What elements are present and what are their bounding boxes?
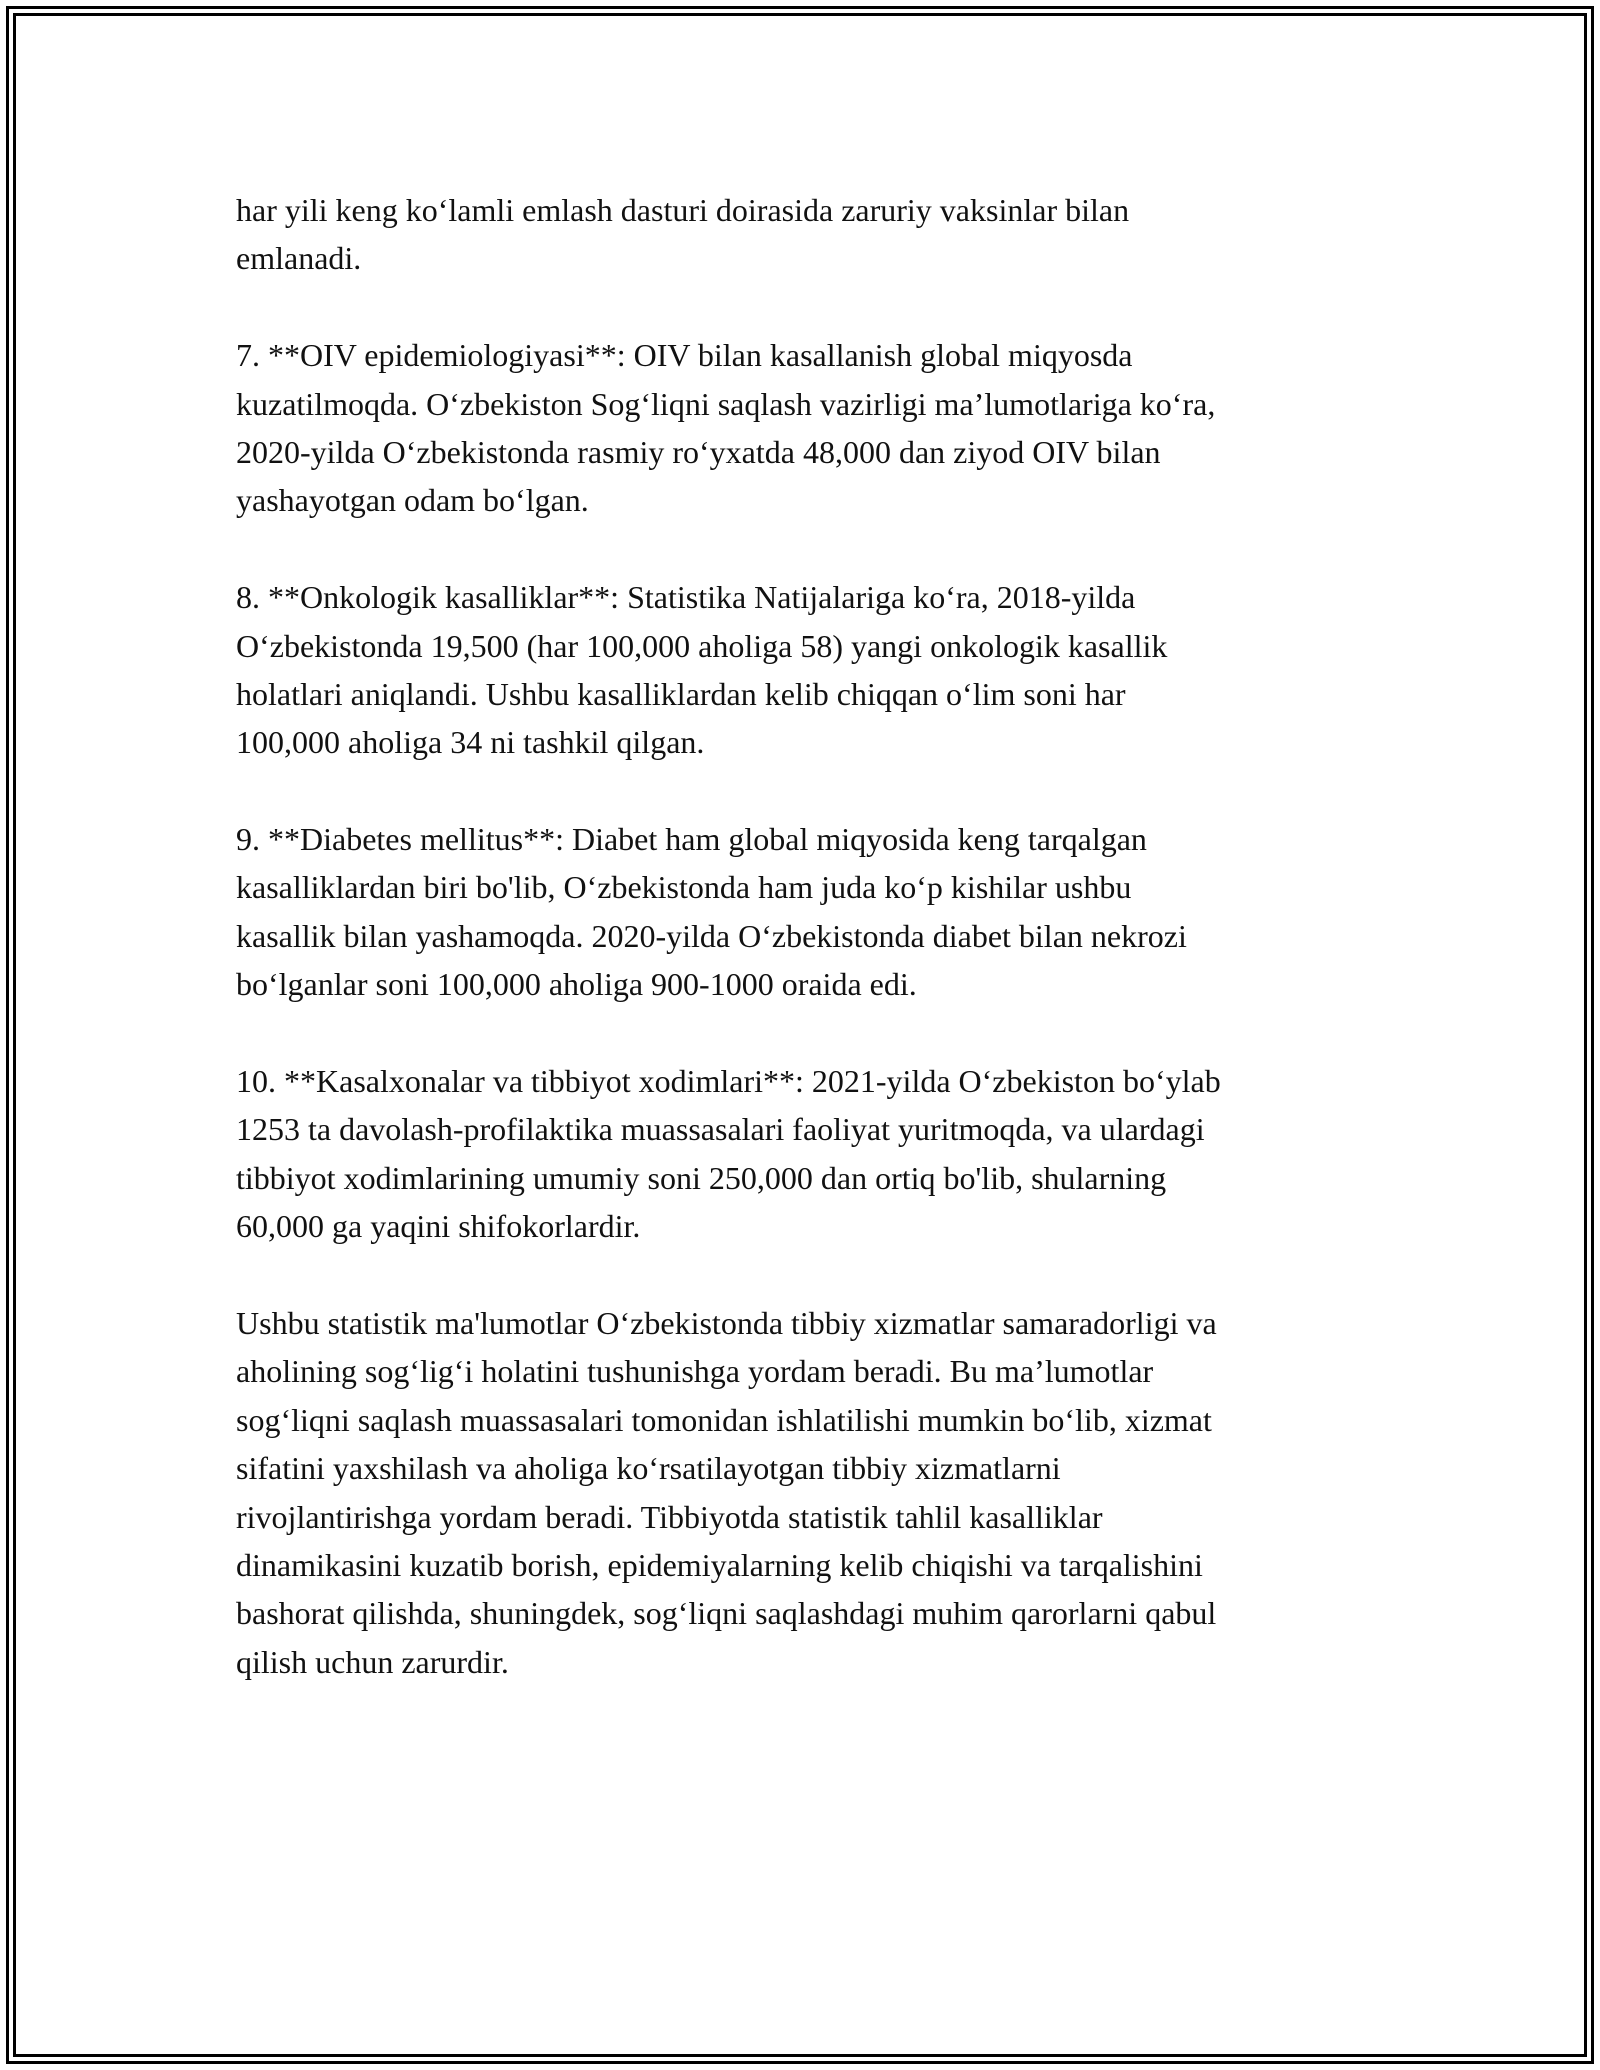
text-line: 1253 ta davolash-profilaktika muassasalari faoliyat yuritmoqda, va ulardagi	[236, 1111, 1205, 1148]
paragraph-conclusion	[236, 1299, 1376, 1686]
paragraph-continuation	[236, 186, 1376, 283]
text-line: bashorat qilishda, shuningdek, sog‘liqni saqlashdagi muhim qarorlarni qabul	[236, 1595, 1217, 1632]
text-line: emlanadi.	[236, 240, 362, 277]
text-line: bo‘lganlar soni 100,000 aholiga 900-1000 oraida edi.	[236, 966, 917, 1003]
text-line: holatlari aniqlandi. Ushbu kasalliklardan kelib chiqqan o‘lim soni har	[236, 675, 1126, 712]
text-line: rivojlantirishga yordam beradi. Tibbiyotda statistik tahlil kasalliklar	[236, 1498, 1103, 1535]
text-line: sifatini yaxshilash va aholiga ko‘rsatilayotgan tibbiy xizmatlarni	[236, 1450, 1061, 1487]
text-line: 9. **Diabetes mellitus**: Diabet ham global miqyosida keng tarqalgan	[236, 821, 1147, 858]
paragraph-item-9	[236, 815, 1376, 1009]
text-line: yashayotgan odam bo‘lgan.	[236, 482, 589, 519]
text-line: 60,000 ga yaqini shifokorlardir.	[236, 1208, 641, 1245]
paragraph-item-7	[236, 331, 1376, 525]
paragraph-item-10	[236, 1057, 1376, 1251]
paragraph-item-8	[236, 573, 1376, 767]
text-line: 10. **Kasalxonalar va tibbiyot xodimlari**: 2021-yilda O‘zbekiston bo‘ylab	[236, 1063, 1221, 1100]
text-line: Ushbu statistik ma'lumotlar O‘zbekistonda tibbiy xizmatlar samaradorligi va	[236, 1304, 1217, 1341]
text-line: 100,000 aholiga 34 ni tashkil qilgan.	[236, 724, 705, 761]
text-line: aholining sog‘lig‘i holatini tushunishga yordam beradi. Bu ma’lumotlar	[236, 1353, 1154, 1390]
document-body	[236, 186, 1376, 1735]
text-line: kasalliklardan biri bo'lib, O‘zbekistonda ham juda ko‘p kishilar ushbu	[236, 869, 1132, 906]
text-line: tibbiyot xodimlarining umumiy soni 250,000 dan ortiq bo'lib, shularning	[236, 1159, 1167, 1196]
text-line: 7. **OIV epidemiologiyasi**: OIV bilan kasallanish global miqyosda	[236, 337, 1133, 374]
text-line: sog‘liqni saqlash muassasalari tomonidan ishlatilishi mumkin bo‘lib, xizmat	[236, 1401, 1212, 1438]
text-line: dinamikasini kuzatib borish, epidemiyalarning kelib chiqishi va tarqalishini	[236, 1546, 1203, 1583]
text-line: 2020-yilda O‘zbekistonda rasmiy ro‘yxatda 48,000 dan ziyod OIV bilan	[236, 433, 1161, 470]
text-line: O‘zbekistonda 19,500 (har 100,000 aholiga 58) yangi onkologik kasallik	[236, 627, 1168, 664]
text-line: har yili keng ko‘lamli emlash dasturi doirasida zaruriy vaksinlar bilan	[236, 192, 1130, 228]
text-line: 8. **Onkologik kasalliklar**: Statistika Natijalariga ko‘ra, 2018-yilda	[236, 579, 1136, 616]
text-line: qilish uchun zarurdir.	[236, 1643, 509, 1680]
text-line: kasallik bilan yashamoqda. 2020-yilda O‘zbekistonda diabet bilan nekrozi	[236, 917, 1187, 954]
text-line: kuzatilmoqda. O‘zbekiston Sog‘liqni saqlash vazirligi ma’lumotlariga ko‘ra,	[236, 385, 1216, 422]
